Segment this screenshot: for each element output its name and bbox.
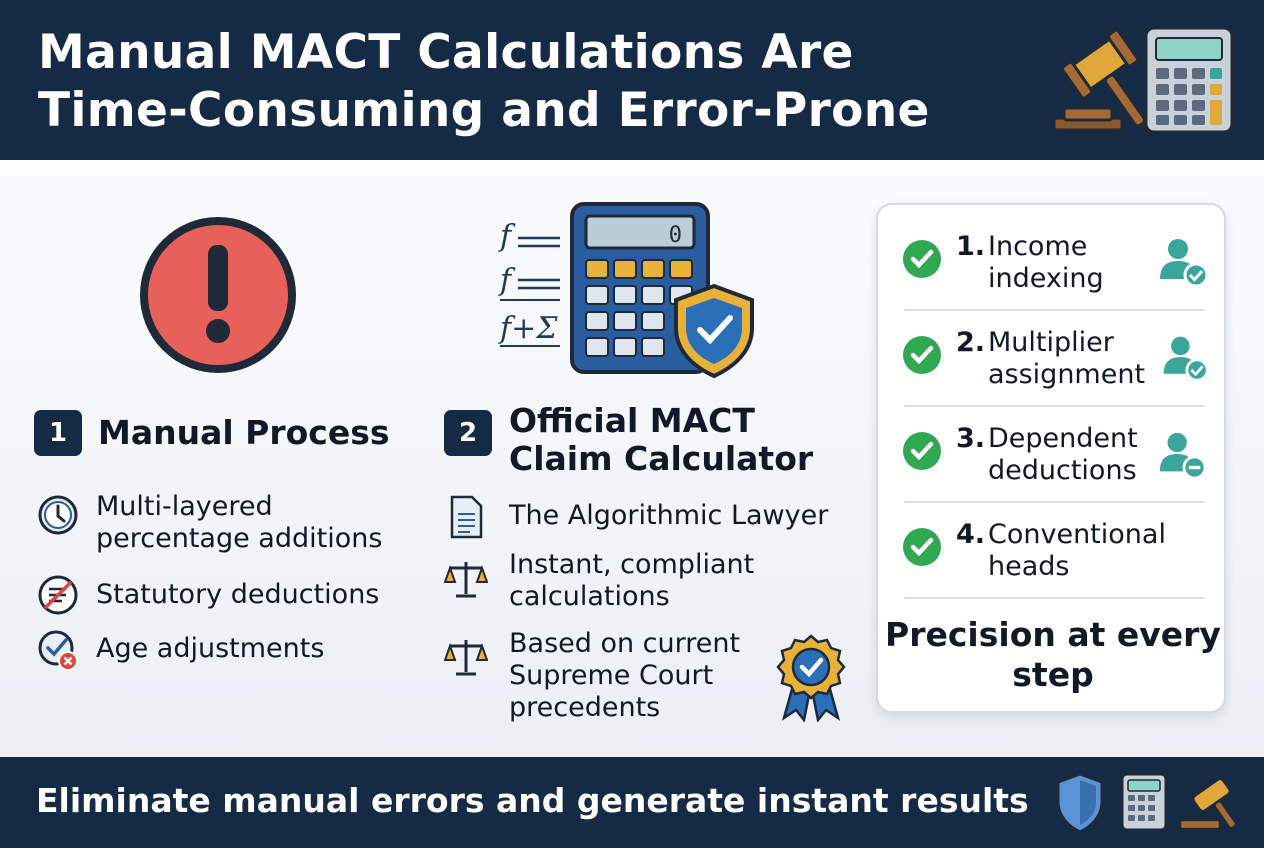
step-label: Income indexing [988, 231, 1104, 294]
document-icon [446, 494, 486, 540]
manual-item-2: Statutory deductions [96, 579, 380, 610]
shield-icon [1058, 774, 1102, 832]
scales-icon [444, 556, 488, 600]
award-ribbon-icon [776, 634, 846, 722]
manual-item-1: Multi-layered percentage additions [96, 491, 383, 554]
section-title-calculator: Official MACT Claim Calculator [509, 401, 814, 478]
calculator-item-3: Based on current Supreme Court precedents [509, 628, 741, 723]
calculator-shield-icon [496, 200, 764, 382]
alert-icon [138, 215, 298, 375]
step-row-2 [878, 319, 1228, 415]
step-label: Dependent deductions [988, 423, 1138, 486]
clock-icon [36, 493, 80, 537]
divider [904, 597, 1204, 599]
calculator-item-2: Instant, compliant calculations [509, 549, 755, 612]
step-label: Conventional heads [988, 519, 1166, 582]
formula-mark-2: f [500, 263, 512, 298]
steps-card [876, 203, 1226, 713]
step-number: 3. [956, 423, 986, 454]
user-check-icon [1156, 235, 1210, 289]
check-circle-icon [902, 239, 942, 279]
step-number: 4. [956, 519, 986, 550]
check-circle-icon [902, 431, 942, 471]
step-number: 1. [956, 231, 986, 262]
check-circle-icon [902, 335, 942, 375]
check-error-icon [36, 628, 80, 672]
step-number-badge: 2 [444, 410, 492, 456]
step-number-badge: 1 [34, 410, 82, 456]
gavel-icon [1180, 777, 1246, 834]
check-circle-icon [902, 527, 942, 567]
manual-item-3: Age adjustments [96, 633, 325, 664]
user-minus-icon [1156, 429, 1208, 481]
calculator-icon [1122, 774, 1166, 830]
header-illustration [1048, 22, 1238, 138]
calculator-item-1: The Algorithmic Lawyer [509, 500, 829, 531]
calculator-icon [1146, 28, 1232, 132]
formula-mark-3: f+Σ [500, 311, 558, 346]
step-number: 2. [956, 327, 986, 358]
user-check-icon [1160, 333, 1210, 383]
scales-icon [444, 634, 488, 678]
section-title-manual: Manual Process [98, 413, 390, 452]
divider [904, 501, 1204, 503]
step-row-3 [878, 415, 1228, 511]
step-row-1 [878, 223, 1228, 319]
page-title: Manual MACT Calculations Are Time-Consuming and Error-Prone [38, 25, 930, 138]
divider [904, 309, 1204, 311]
calculator-display: 0 [668, 223, 682, 248]
formula-mark-1: f [500, 219, 512, 254]
no-document-icon [36, 573, 80, 617]
footer-illustration [1056, 770, 1246, 834]
step-label: Multiplier assignment [988, 327, 1146, 390]
step-row-4 [878, 511, 1228, 607]
divider [904, 405, 1204, 407]
footer-tagline: Eliminate manual errors and generate instant results [36, 781, 1029, 820]
formula-marks [498, 219, 560, 346]
card-footer-text: Precision at every step [885, 615, 1221, 694]
